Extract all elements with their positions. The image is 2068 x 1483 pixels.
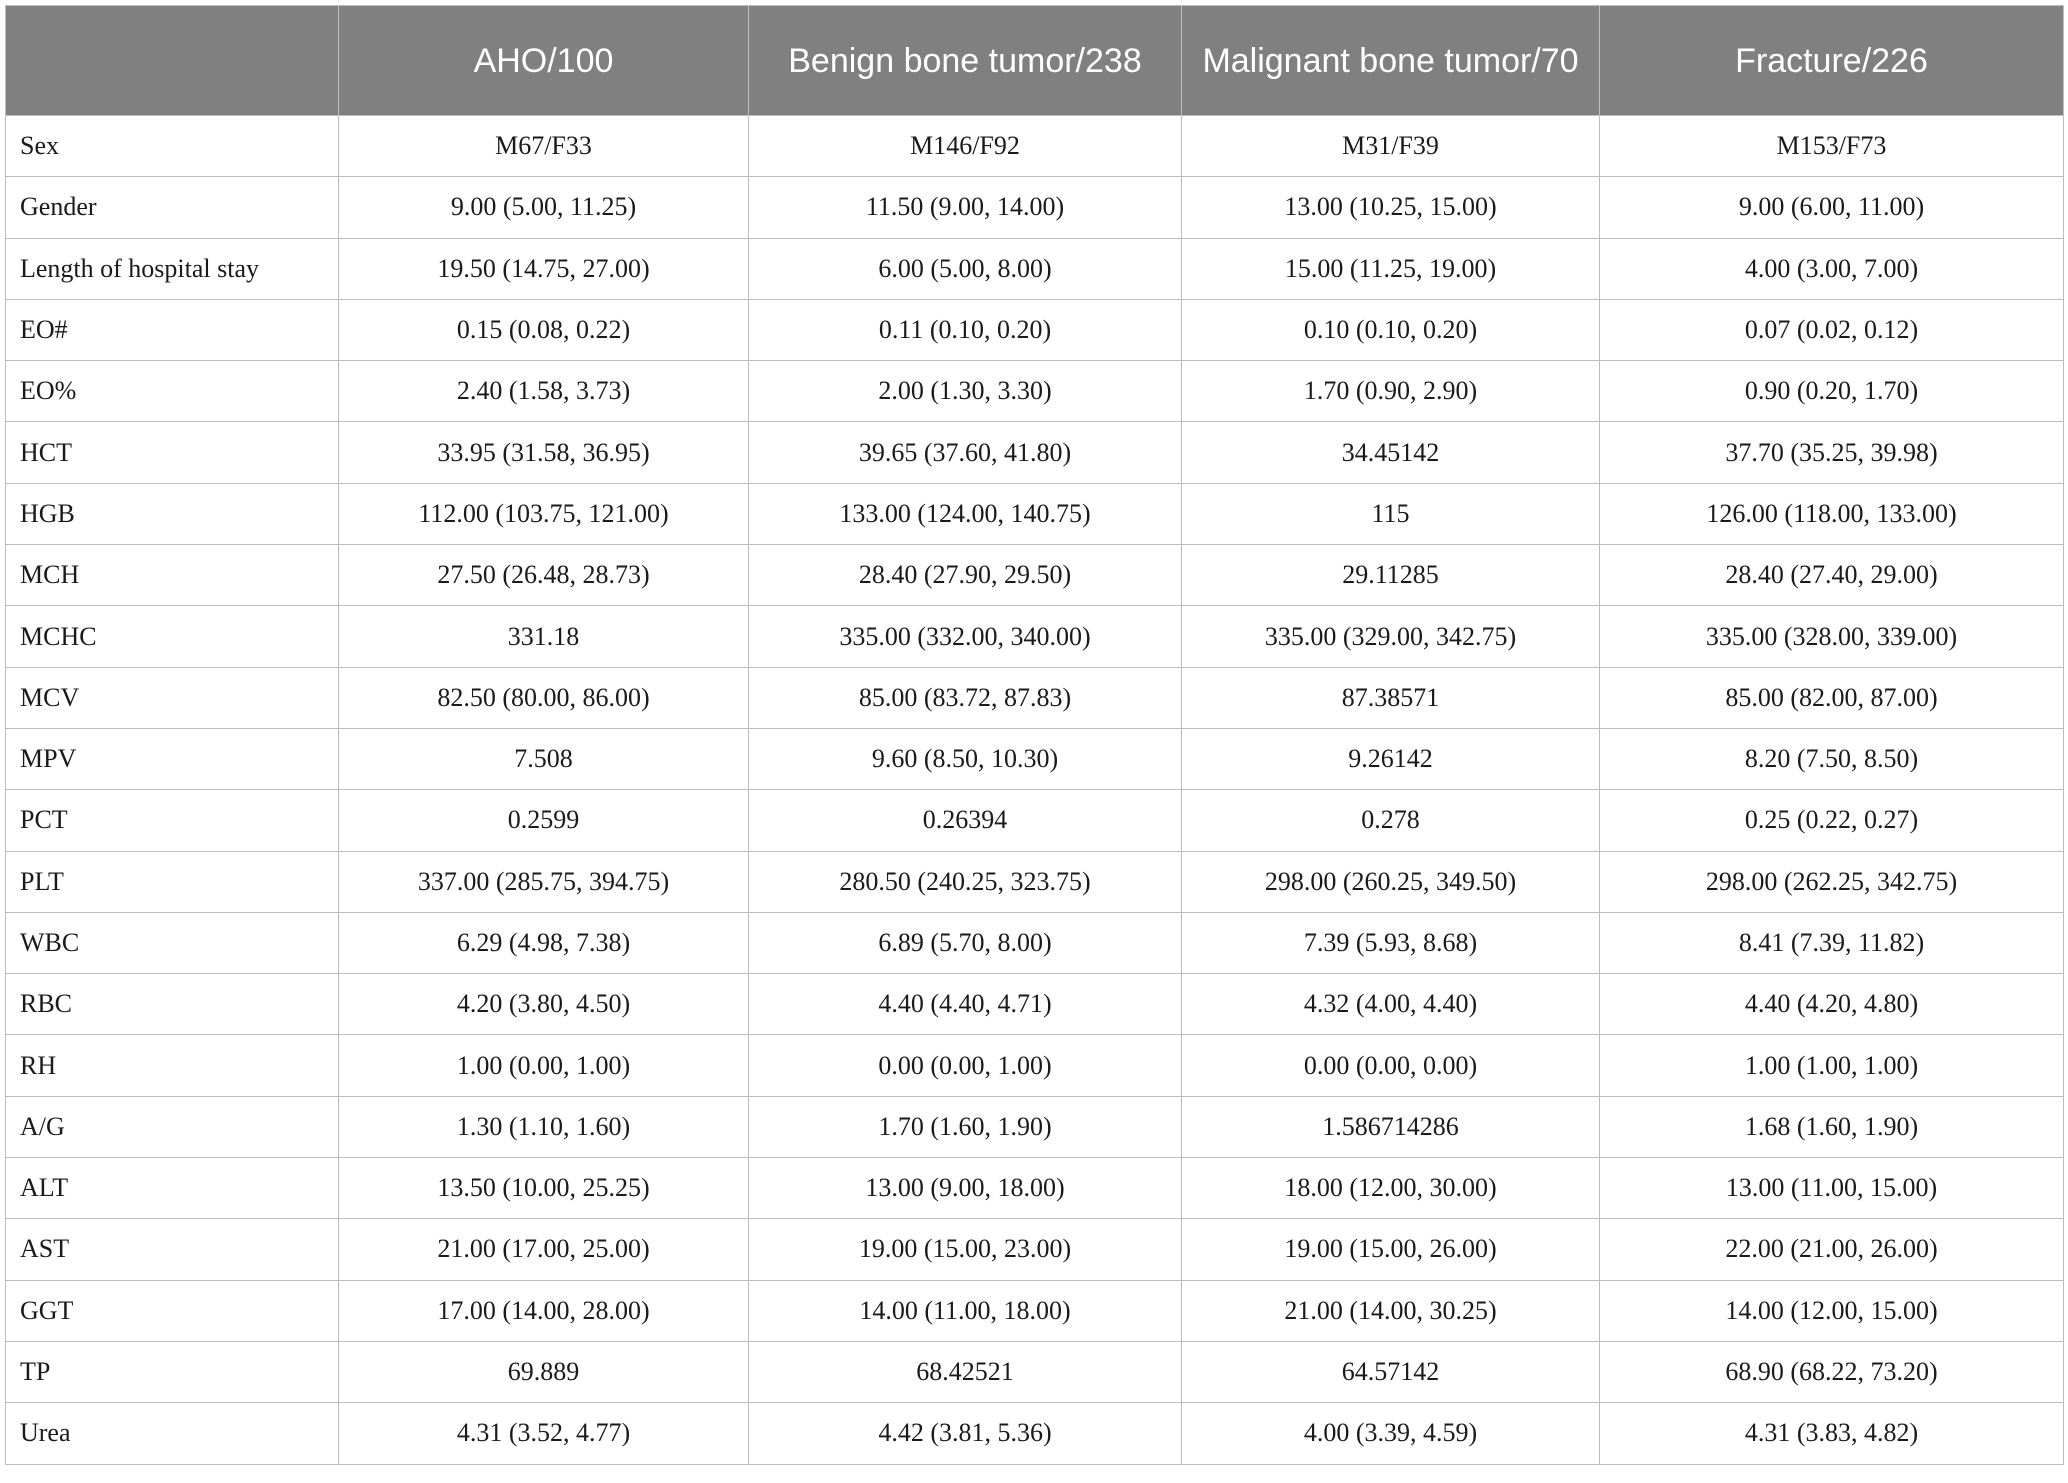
row-label: MPV: [6, 728, 339, 789]
row-label: Urea: [6, 1403, 339, 1464]
table-cell: 6.89 (5.70, 8.00): [749, 912, 1182, 973]
table-cell: 19.50 (14.75, 27.00): [339, 238, 749, 299]
table-cell: 34.45142: [1182, 422, 1600, 483]
table-row: [6, 1219, 2064, 1280]
row-label: HCT: [6, 422, 339, 483]
table-cell: 7.39 (5.93, 8.68): [1182, 912, 1600, 973]
table-cell: 4.40 (4.20, 4.80): [1600, 974, 2064, 1035]
table-cell: 7.508: [339, 728, 749, 789]
table-cell: 335.00 (332.00, 340.00): [749, 606, 1182, 667]
table-cell: 8.41 (7.39, 11.82): [1600, 912, 2064, 973]
table-cell: 1.68 (1.60, 1.90): [1600, 1096, 2064, 1157]
table-cell: 0.26394: [749, 790, 1182, 851]
table-cell: 133.00 (124.00, 140.75): [749, 483, 1182, 544]
table-cell: 0.00 (0.00, 0.00): [1182, 1035, 1600, 1096]
table-cell: 29.11285: [1182, 545, 1600, 606]
table-cell: 8.20 (7.50, 8.50): [1600, 728, 2064, 789]
table-row: [6, 606, 2064, 667]
table-cell: 13.00 (11.00, 15.00): [1600, 1158, 2064, 1219]
row-label: RH: [6, 1035, 339, 1096]
row-label: A/G: [6, 1096, 339, 1157]
table-cell: 2.00 (1.30, 3.30): [749, 361, 1182, 422]
header-cell-empty: [6, 6, 339, 116]
header-cell-aho: AHO/100: [339, 6, 749, 116]
table-cell: 9.26142: [1182, 728, 1600, 789]
table-cell: 1.30 (1.10, 1.60): [339, 1096, 749, 1157]
table-row: [6, 545, 2064, 606]
table-cell: 0.10 (0.10, 0.20): [1182, 299, 1600, 360]
table-cell: M67/F33: [339, 116, 749, 177]
table-cell: 6.29 (4.98, 7.38): [339, 912, 749, 973]
row-label: TP: [6, 1341, 339, 1402]
table-cell: 4.00 (3.00, 7.00): [1600, 238, 2064, 299]
table-row: [6, 1280, 2064, 1341]
table-cell: 22.00 (21.00, 26.00): [1600, 1219, 2064, 1280]
table-row: [6, 238, 2064, 299]
table-cell: 4.31 (3.52, 4.77): [339, 1403, 749, 1464]
table-cell: 115: [1182, 483, 1600, 544]
table-row: [6, 299, 2064, 360]
table-cell: 331.18: [339, 606, 749, 667]
table-cell: 28.40 (27.40, 29.00): [1600, 545, 2064, 606]
table-cell: 4.00 (3.39, 4.59): [1182, 1403, 1600, 1464]
table-cell: 9.00 (5.00, 11.25): [339, 177, 749, 238]
table-cell: 28.40 (27.90, 29.50): [749, 545, 1182, 606]
table-cell: M153/F73: [1600, 116, 2064, 177]
table-cell: 280.50 (240.25, 323.75): [749, 851, 1182, 912]
data-table: [5, 5, 2064, 1465]
table-cell: 1.70 (1.60, 1.90): [749, 1096, 1182, 1157]
table-cell: 0.15 (0.08, 0.22): [339, 299, 749, 360]
table-cell: 4.31 (3.83, 4.82): [1600, 1403, 2064, 1464]
table-cell: 1.00 (0.00, 1.00): [339, 1035, 749, 1096]
table-cell: 1.586714286: [1182, 1096, 1600, 1157]
row-label: RBC: [6, 974, 339, 1035]
row-label: MCV: [6, 667, 339, 728]
table-body: [6, 116, 2064, 1465]
table-cell: 27.50 (26.48, 28.73): [339, 545, 749, 606]
table-cell: 2.40 (1.58, 3.73): [339, 361, 749, 422]
table-row: [6, 1035, 2064, 1096]
table-cell: 85.00 (82.00, 87.00): [1600, 667, 2064, 728]
row-label: PLT: [6, 851, 339, 912]
table-cell: 0.00 (0.00, 1.00): [749, 1035, 1182, 1096]
table-cell: 6.00 (5.00, 8.00): [749, 238, 1182, 299]
table-row: [6, 851, 2064, 912]
table-cell: 19.00 (15.00, 23.00): [749, 1219, 1182, 1280]
table-cell: 64.57142: [1182, 1341, 1600, 1402]
table-cell: 13.00 (9.00, 18.00): [749, 1158, 1182, 1219]
row-label: MCHC: [6, 606, 339, 667]
table-cell: 82.50 (80.00, 86.00): [339, 667, 749, 728]
header-row: [6, 6, 2064, 116]
table-cell: 39.65 (37.60, 41.80): [749, 422, 1182, 483]
table-cell: 337.00 (285.75, 394.75): [339, 851, 749, 912]
row-label: AST: [6, 1219, 339, 1280]
table-cell: 9.60 (8.50, 10.30): [749, 728, 1182, 789]
table-cell: 19.00 (15.00, 26.00): [1182, 1219, 1600, 1280]
table-cell: 68.42521: [749, 1341, 1182, 1402]
row-label: WBC: [6, 912, 339, 973]
table-cell: 21.00 (17.00, 25.00): [339, 1219, 749, 1280]
table-cell: 33.95 (31.58, 36.95): [339, 422, 749, 483]
table-cell: 9.00 (6.00, 11.00): [1600, 177, 2064, 238]
table-cell: 68.90 (68.22, 73.20): [1600, 1341, 2064, 1402]
table-row: [6, 422, 2064, 483]
table-cell: 1.70 (0.90, 2.90): [1182, 361, 1600, 422]
table-row: [6, 116, 2064, 177]
table-cell: 112.00 (103.75, 121.00): [339, 483, 749, 544]
table-row: [6, 1096, 2064, 1157]
table-row: [6, 974, 2064, 1035]
row-label: MCH: [6, 545, 339, 606]
table-cell: 14.00 (11.00, 18.00): [749, 1280, 1182, 1341]
table-cell: 335.00 (329.00, 342.75): [1182, 606, 1600, 667]
table-row: [6, 1158, 2064, 1219]
table-cell: 13.00 (10.25, 15.00): [1182, 177, 1600, 238]
row-label: EO%: [6, 361, 339, 422]
table-cell: M31/F39: [1182, 116, 1600, 177]
table-cell: 298.00 (260.25, 349.50): [1182, 851, 1600, 912]
table-cell: 4.42 (3.81, 5.36): [749, 1403, 1182, 1464]
table-cell: 14.00 (12.00, 15.00): [1600, 1280, 2064, 1341]
table-row: [6, 361, 2064, 422]
table-cell: 15.00 (11.25, 19.00): [1182, 238, 1600, 299]
table-cell: 85.00 (83.72, 87.83): [749, 667, 1182, 728]
table-cell: 4.20 (3.80, 4.50): [339, 974, 749, 1035]
header-cell-benign-bone-tumor: Benign bone tumor/238: [749, 6, 1182, 116]
table-cell: 1.00 (1.00, 1.00): [1600, 1035, 2064, 1096]
table-cell: M146/F92: [749, 116, 1182, 177]
table-cell: 17.00 (14.00, 28.00): [339, 1280, 749, 1341]
row-label: EO#: [6, 299, 339, 360]
table-cell: 0.07 (0.02, 0.12): [1600, 299, 2064, 360]
table-cell: 4.40 (4.40, 4.71): [749, 974, 1182, 1035]
row-label: Length of hospital stay: [6, 238, 339, 299]
table-row: [6, 728, 2064, 789]
table-cell: 21.00 (14.00, 30.25): [1182, 1280, 1600, 1341]
row-label: PCT: [6, 790, 339, 851]
row-label: GGT: [6, 1280, 339, 1341]
table-container: [5, 5, 2063, 1465]
table-cell: 13.50 (10.00, 25.25): [339, 1158, 749, 1219]
table-cell: 18.00 (12.00, 30.00): [1182, 1158, 1600, 1219]
table-cell: 335.00 (328.00, 339.00): [1600, 606, 2064, 667]
table-row: [6, 790, 2064, 851]
row-label: HGB: [6, 483, 339, 544]
table-row: [6, 667, 2064, 728]
header-cell-fracture: Fracture/226: [1600, 6, 2064, 116]
table-row: [6, 912, 2064, 973]
table-cell: 0.2599: [339, 790, 749, 851]
table-cell: 0.278: [1182, 790, 1600, 851]
row-label: Sex: [6, 116, 339, 177]
table-row: [6, 177, 2064, 238]
table-row: [6, 483, 2064, 544]
row-label: ALT: [6, 1158, 339, 1219]
table-cell: 37.70 (35.25, 39.98): [1600, 422, 2064, 483]
table-cell: 298.00 (262.25, 342.75): [1600, 851, 2064, 912]
row-label: Gender: [6, 177, 339, 238]
table-cell: 69.889: [339, 1341, 749, 1402]
table-cell: 0.90 (0.20, 1.70): [1600, 361, 2064, 422]
table-cell: 0.11 (0.10, 0.20): [749, 299, 1182, 360]
table-cell: 126.00 (118.00, 133.00): [1600, 483, 2064, 544]
table-row: [6, 1341, 2064, 1402]
table-cell: 87.38571: [1182, 667, 1600, 728]
table-cell: 4.32 (4.00, 4.40): [1182, 974, 1600, 1035]
table-header: [6, 6, 2064, 116]
table-cell: 0.25 (0.22, 0.27): [1600, 790, 2064, 851]
table-row: [6, 1403, 2064, 1464]
header-cell-malignant-bone-tumor: Malignant bone tumor/70: [1182, 6, 1600, 116]
table-cell: 11.50 (9.00, 14.00): [749, 177, 1182, 238]
